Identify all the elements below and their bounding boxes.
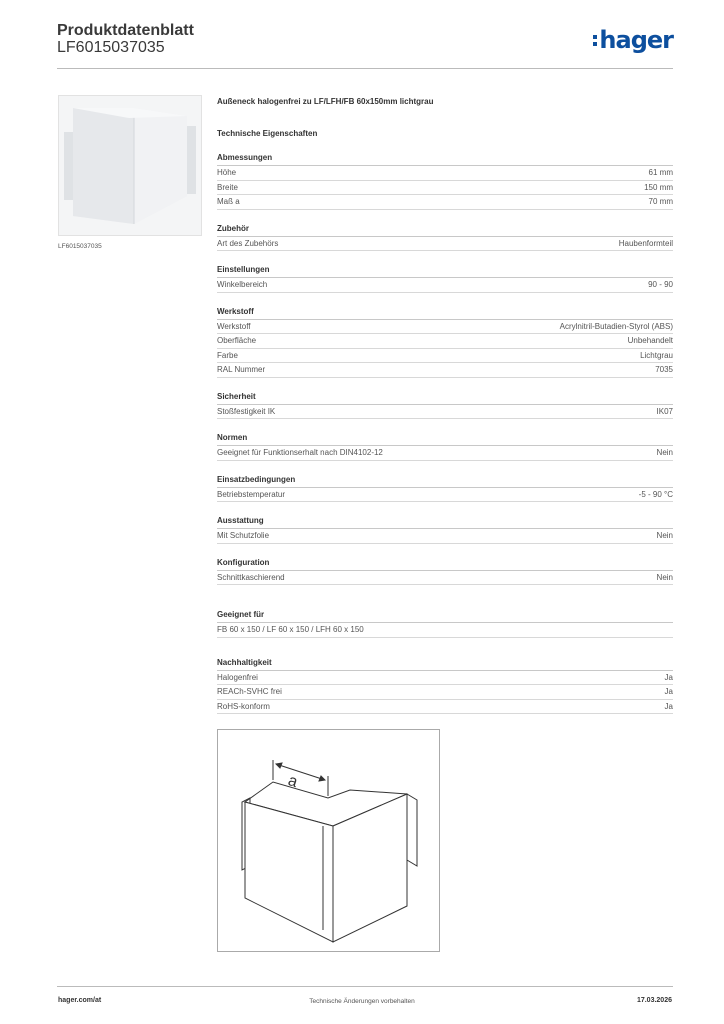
section-title: Geeignet für: [217, 610, 673, 623]
section-title: Einsatzbedingungen: [217, 475, 673, 488]
footer-date: 17.03.2026: [636, 997, 672, 1004]
spec-label: Art des Zubehörs: [217, 238, 279, 248]
spec-value: 150 mm: [644, 182, 673, 192]
spec-row: [217, 623, 673, 638]
spec-row: [217, 195, 673, 210]
spec-label: Höhe: [217, 168, 237, 177]
section-sustainability: [217, 658, 673, 715]
section-suitable-for: [217, 610, 673, 638]
spec-row: [217, 320, 673, 335]
logo-mark-icon: [593, 35, 597, 46]
spec-label: Oberfläche: [217, 336, 257, 345]
section-title: Konfiguration: [217, 558, 673, 571]
spec-row: [217, 363, 673, 378]
spec-value: Ja: [664, 701, 673, 711]
spec-label: Schnittkaschierend: [217, 572, 285, 582]
spec-row: [217, 181, 673, 196]
spec-row: [217, 349, 673, 364]
section-title: Normen: [217, 433, 673, 446]
section-equipment: [217, 516, 673, 544]
product-photo: [58, 95, 202, 236]
spec-label: Halogenfrei: [217, 672, 258, 682]
spec-row: [217, 446, 673, 461]
section-title: Einstellungen: [217, 265, 673, 278]
spec-value: Lichtgrau: [640, 350, 673, 360]
spec-value: Unbehandelt: [627, 336, 673, 345]
product-details: [217, 97, 673, 747]
spec-value: 7035: [655, 365, 673, 374]
document-title: Produktdatenblatt: [57, 22, 194, 39]
spec-label: REACh-SVHC frei: [217, 687, 282, 696]
spec-value: Haubenformteil: [618, 238, 673, 248]
header-divider: [57, 68, 673, 69]
spec-value: Acrylnitril-Butadien-Styrol (ABS): [559, 321, 673, 331]
page-header: [57, 20, 673, 70]
spec-row: [217, 405, 673, 420]
technical-properties-heading: Technische Eigenschaften: [217, 129, 318, 138]
section-dimensions: [217, 153, 673, 210]
spec-label: Werkstoff: [217, 321, 251, 331]
footer-divider: [57, 986, 673, 987]
product-name: Außeneck halogenfrei zu LF/LFH/FB 60x150mm lichtgrau: [217, 97, 434, 106]
spec-value: IK07: [656, 406, 673, 416]
spec-row: [217, 529, 673, 544]
spec-value: Nein: [656, 531, 673, 540]
hager-logo: [593, 26, 673, 54]
spec-label: RAL Nummer: [217, 365, 266, 374]
spec-label: Maß a: [217, 197, 240, 206]
spec-row: [217, 278, 673, 293]
spec-value: 61 mm: [648, 168, 673, 177]
photo-caption: LF6015037035: [58, 243, 102, 250]
spec-label: Farbe: [217, 350, 238, 360]
spec-value: 70 mm: [648, 197, 673, 206]
section-standards: [217, 433, 673, 461]
section-operating-conditions: [217, 475, 673, 503]
section-title: Abmessungen: [217, 153, 673, 166]
spec-row: [217, 334, 673, 349]
product-image: [59, 96, 201, 235]
spec-label: Winkelbereich: [217, 280, 268, 289]
dimension-label-a: a: [285, 772, 300, 792]
spec-value: -5 - 90 °C: [638, 489, 673, 499]
technical-drawing: [217, 729, 440, 952]
spec-row: [217, 166, 673, 181]
section-title: Ausstattung: [217, 516, 673, 529]
spec-value: Nein: [656, 572, 673, 582]
section-title: Zubehör: [217, 224, 673, 237]
section-configuration: [217, 558, 673, 586]
spec-row: [217, 488, 673, 503]
spec-label: Breite: [217, 182, 238, 192]
spec-row: [217, 685, 673, 700]
logo-text: hager: [599, 26, 673, 54]
spec-row: [217, 237, 673, 252]
footer-website-link[interactable]: hager.com/at: [58, 997, 102, 1004]
spec-label: Stoßfestigkeit IK: [217, 406, 276, 416]
section-title: Sicherheit: [217, 392, 673, 405]
section-settings: [217, 265, 673, 293]
footer-disclaimer: Technische Änderungen vorbehalten: [309, 998, 415, 1005]
spec-label: RoHS-konform: [217, 701, 270, 711]
spec-row: [217, 571, 673, 586]
spec-label: Mit Schutzfolie: [217, 531, 270, 540]
section-title: Werkstoff: [217, 307, 673, 320]
spec-value: Ja: [664, 672, 673, 682]
spec-row: [217, 671, 673, 686]
section-title: Nachhaltigkeit: [217, 658, 673, 671]
section-safety: [217, 392, 673, 420]
article-number: LF6015037035: [57, 39, 165, 56]
spec-value: 90 - 90: [648, 280, 673, 289]
corner-drawing-image: [218, 730, 439, 951]
spec-row: [217, 700, 673, 715]
spec-label: FB 60 x 150 / LF 60 x 150 / LFH 60 x 150: [217, 625, 364, 634]
spec-value: Ja: [664, 687, 673, 696]
section-accessory: [217, 224, 673, 252]
section-material: [217, 307, 673, 378]
spec-value: Nein: [656, 448, 673, 457]
spec-label: Betriebstemperatur: [217, 489, 286, 499]
spec-label: Geeignet für Funktionserhalt nach DIN4102-12: [217, 448, 383, 457]
